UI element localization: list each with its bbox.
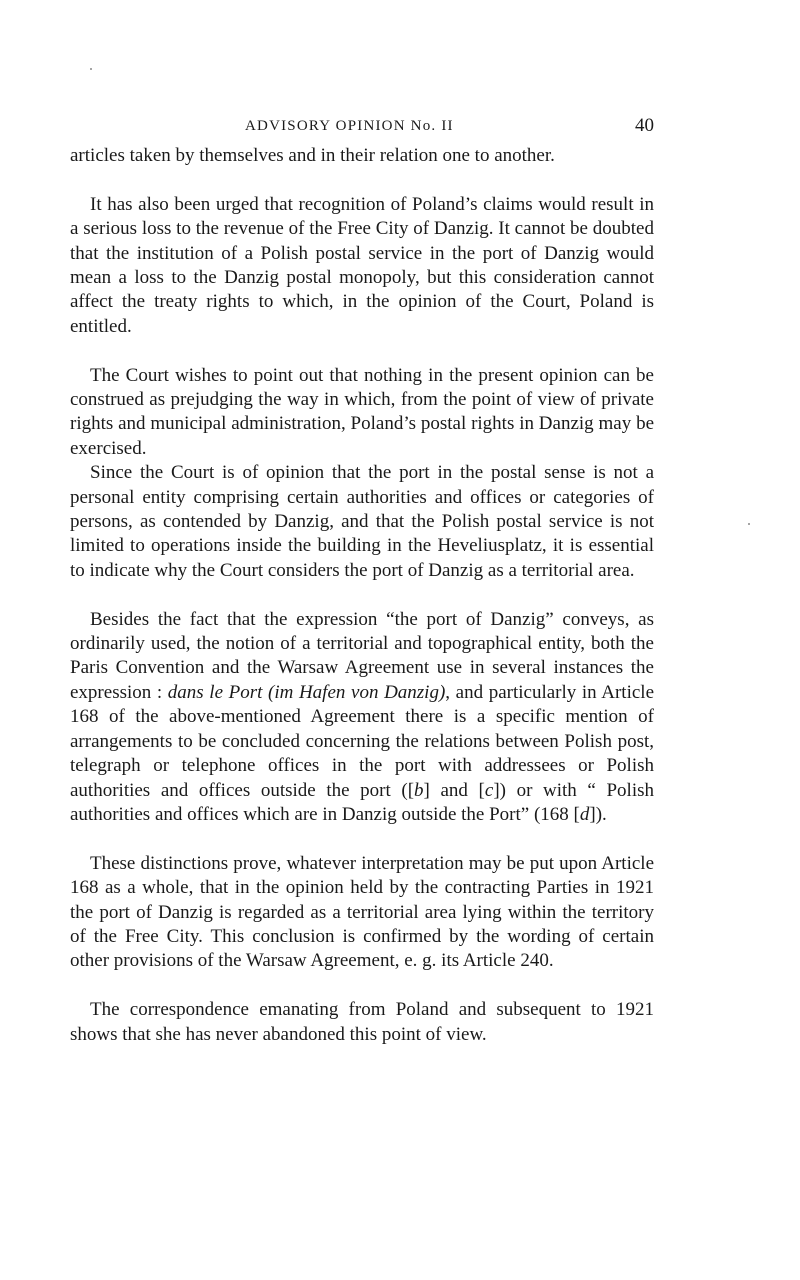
scan-speck	[748, 523, 750, 525]
text-run: ] and [	[423, 779, 485, 801]
text-run: Besides the fact that the expression “the port of Danzig” conveys, as ordinarily used, the notion of a territorial and topographical entity, both the Paris Convention and the Warsaw Agreement use in several instances the expression :	[70, 608, 654, 703]
italic-run: d	[579, 803, 590, 825]
body-text	[70, 144, 654, 1047]
italic-run: c	[484, 779, 494, 801]
paragraph-private-rights: The Court wishes to point out that nothing in the present opinion can be construed as prejudging the way in which, from the point of view of private rights and municipal administration, Poland’s postal rights in Danzig may be exercised.	[70, 364, 654, 459]
paragraph-continuation: articles taken by themselves and in their relation one to another.	[70, 145, 555, 166]
paragraph-territorial-entity	[70, 608, 654, 828]
italic-run: b	[414, 779, 424, 801]
paragraph-revenue-loss: It has also been urged that recognition of Poland’s claims would result in a serious loss to the revenue of the Free City of Danzig. It cannot be doubted that the institution of a Polish postal service in the port of Danzig would mean a loss to the Danzig postal monopoly, but this consideration cannot affect the treaty rights to which, in the opinion of the Court, Poland is entitled.	[70, 193, 654, 337]
scan-speck	[90, 68, 92, 70]
paragraph-correspondence: The correspondence emanating from Poland and subsequent to 1921 shows that she has never abandoned this point of view.	[70, 999, 654, 1045]
text-run: ]).	[589, 803, 607, 825]
text-run: , and particularly in Article 168 of the above-mentioned Agreement there is a specific mention of arrangements to be concluded concerning the relations between Polish post, telegraph or telephone offices in the port with addressees or Polish authorities and offices outside the port ([	[70, 681, 654, 801]
paragraph-personal-entity: Since the Court is of opinion that the port in the postal sense is not a personal entity comprising certain authorities and offices or categories of persons, as contended by Danzig, and that the Polish postal service is not limited to operations inside the building in the Heveliusplatz, it is essential to indicate why the Court considers the port of Danzig as a territorial area.	[70, 462, 654, 581]
page-header	[70, 113, 654, 139]
page-number: 40	[635, 115, 654, 136]
italic-run: dans le Port (im Hafen von Danzig)	[167, 681, 446, 703]
text-run: ]) or with “ Polish authorities and offices which are in Danzig outside the Port” (168 [	[70, 779, 654, 825]
paragraph-distinctions: These distinctions prove, whatever interpretation may be put upon Article 168 as a whole, that in the opinion held by the contracting Parties in 1921 the port of Danzig is regarded as a territorial area lying within the territory of the Free City. This conclusion is confirmed by the wording of certain other provisions of the Warsaw Agreement, e. g. its Article 240.	[70, 852, 654, 972]
running-title: ADVISORY OPINION No. II	[245, 118, 454, 134]
